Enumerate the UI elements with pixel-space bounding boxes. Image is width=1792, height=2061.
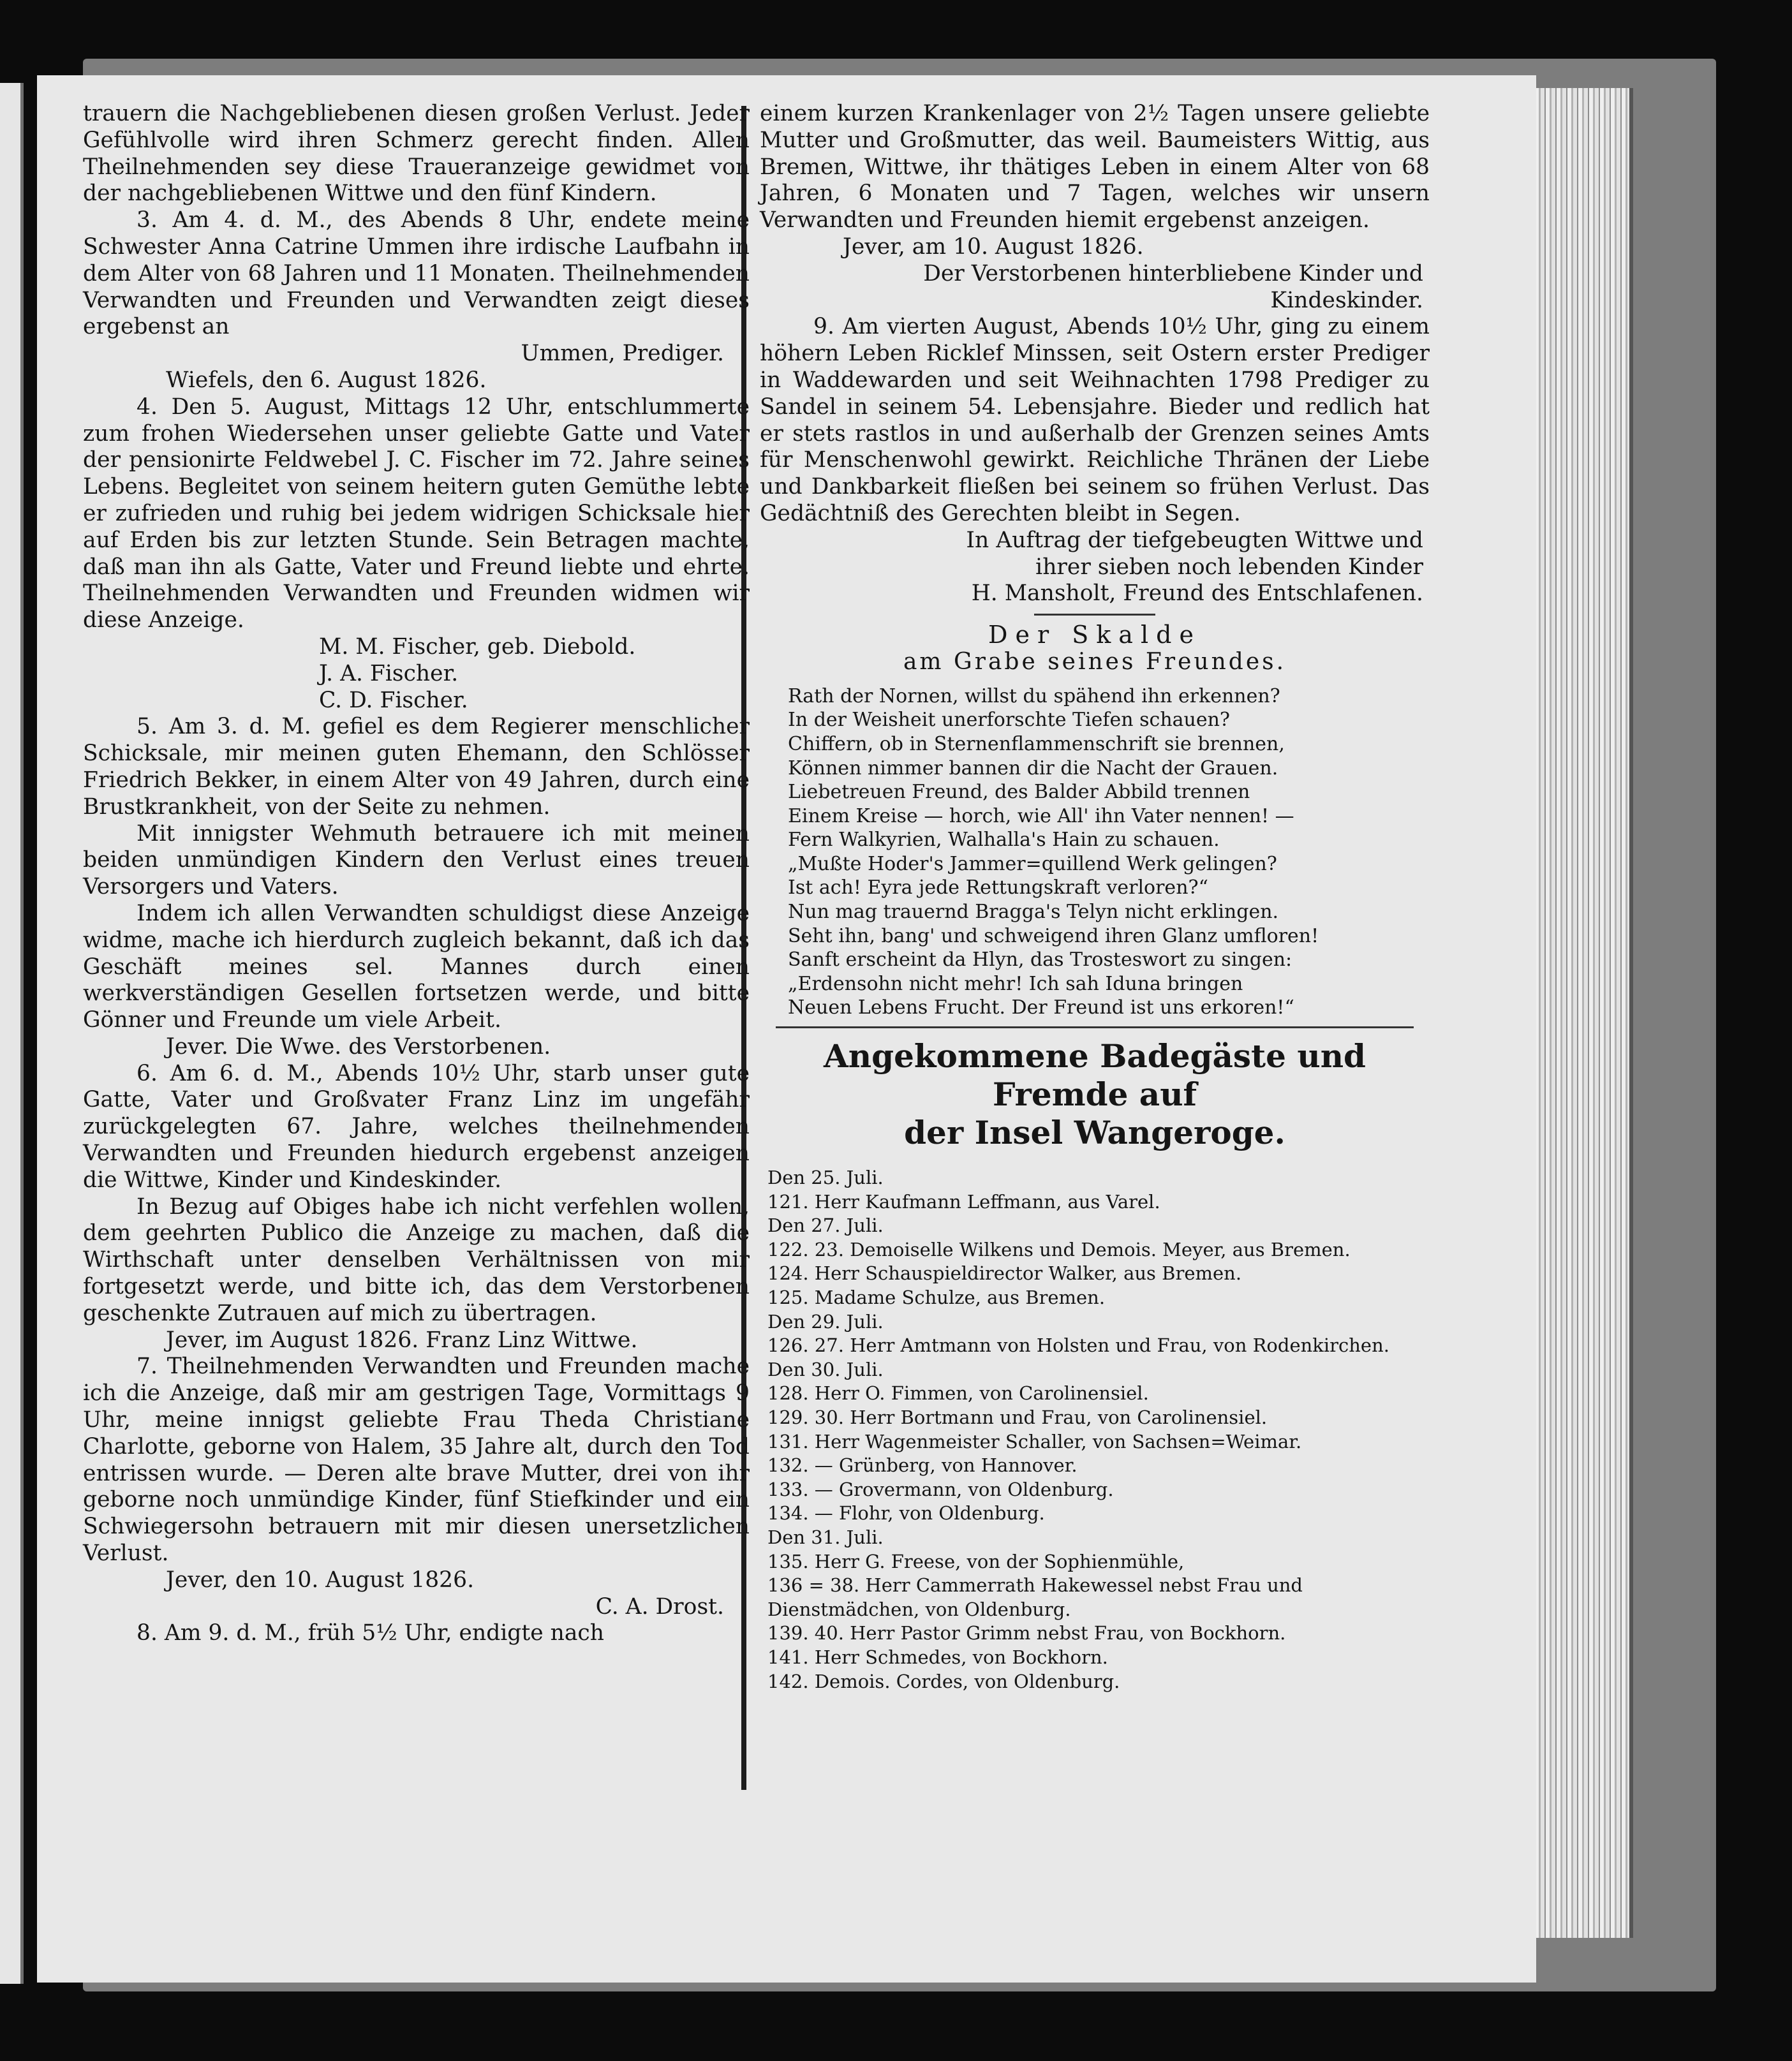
poem-subtitle: am Grabe seines Freundes. [903, 648, 1287, 675]
left-column [83, 101, 750, 1647]
notice-6-business: In Bezug auf Obiges habe ich nicht verfehlen wollen, dem geehrten Publico die Anzeige zu machen, daß die Wirthschaft unter denselben Verhältnissen von mir fortgesetzt werde, und bitte ich, das dem Verstorbenen geschenkte Zutrauen auf mich zu übertragen. [83, 1193, 750, 1326]
notice-4-signature: M. M. Fischer, geb. Diebold. J. A. Fischer. C. D. Fischer. [319, 633, 636, 713]
notice-3: 3. Am 4. d. M., des Abends 8 Uhr, endete meine Schwester Anna Catrine Ummen ihre irdische Laufbahn in dem Alter von 68 Jahren und 11 Monaten. Theilnehmenden Verwandten und Freunden und Verwandten zeigt dieses ergebenst an [83, 207, 750, 340]
notice-5-signature: Jever. Die Wwe. des Verstorbenen. [166, 1033, 551, 1060]
notice-continued: trauern die Nachgebliebenen diesen großen Verlust. Jeder Gefühlvolle wird ihren Schmerz gerecht finden. Allen Theilnehmenden sey diese Traueranzeige gewidmet von der nachgebliebenen Wittwe und den fünf Kindern. [83, 101, 750, 207]
notice-5-continued: Mit innigster Wehmuth betrauere ich mit meinen beiden unmündigen Kindern den Verlust eines treuen Versorgers und Vaters. [83, 820, 750, 900]
notice-7: 7. Theilnehmenden Verwandten und Freunden mache ich die Anzeige, daß mir am gestrigen Tage, Vormittags 9 Uhr, meine innigst geliebte Frau Theda Christiane Charlotte, geborne von Halem, 35 Jahre alt, durch den Tod entrissen wurde. — Deren alte brave Mutter, drei von ihr geborne noch unmündige Kinder, fünf Stiefkinder und ein Schwiegersohn betrauern mit mir diesen unersetzlichen Verlust. [83, 1354, 750, 1567]
right-column [760, 101, 1430, 1694]
page-stack-edge [1535, 88, 1633, 1938]
notice-7-signature: C. A. Drost. [595, 1593, 724, 1620]
notice-9-signature: In Auftrag der tiefgebeugten Wittwe und ihrer sieben noch lebenden Kinder H. Mansholt, Freund des Entschlafenen. [966, 527, 1423, 607]
poem-title: Der Skalde [988, 621, 1201, 649]
notice-8-start: 8. Am 9. d. M., früh 5½ Uhr, endigte nach [137, 1620, 604, 1646]
notice-4: 4. Den 5. August, Mittags 12 Uhr, entschlummerte zum frohen Wiedersehen unser geliebte Gatte und Vater der pensionirte Feldwebel J. C. Fischer im 72. Jahre seines Lebens. Begleitet von seinem heitern guten Gemüthe lebte er zufrieden und ruhig bei jedem widrigen Schicksale hier auf Erden bis zur letzten Stunde. Sein Betragen machte, daß man ihn als Gatte, Vater und Freund liebte und ehrte. Theilnehmenden Verwandten und Freunden widmen wir diese Anzeige. [83, 394, 750, 633]
notice-5-business: Indem ich allen Verwandten schuldigst diese Anzeige widme, mache ich hierdurch zugleich bekannt, daß ich das Geschäft meines sel. Mannes durch einen werkverständigen Gesellen fortsetzen werde, und bitte Gönner und Freunde um viele Arbeit. [83, 900, 750, 1033]
notice-3-signature: Ummen, Prediger. [521, 341, 724, 367]
poem-text: Rath der Nornen, willst du spähend ihn erkennen? In der Weisheit unerforschte Tiefen schauen? Chiffern, ob in Sternenflammenschrift sie brennen, Können nimmer bannen dir die Nacht der Grauen. Liebetreuen Freund, des Balder Abbild trennen Einem Kreise — horch, wie All' ihn Vater nennen! — Fern Walkyrien, Walhalla's Hain zu schauen. „Mußte Hoder's Jammer=quillend Werk gelingen? Ist ach! Eyra jede Rettungskraft verloren?“ Nun mag trauernd Bragga's Telyn nicht erklingen. Seht ihn, bang' und schweigend ihren Glanz umfloren! Sanft erscheint da Hlyn, das Trosteswort zu singen: „Erdensohn nicht mehr! Ich sah Iduna bringen Neuen Lebens Frucht. Der Freund ist uns erkoren!“ [788, 684, 1319, 1019]
notice-8-signature: Der Verstorbenen hinterbliebene Kinder und Kindeskinder. [923, 260, 1423, 313]
notice-3-place: Wiefels, den 6. August 1826. [166, 367, 487, 393]
notice-9: 9. Am vierten August, Abends 10½ Uhr, ging zu einem höhern Leben Ricklef Minssen, seit Ostern erster Prediger in Waddewarden und seit Weihnachten 1798 Prediger zu Sandel in seinem 54. Lebensjahre. Bieder und redlich hat er stets rastlos in und außerhalb der Grenzen seines Amts für Menschenwohl gewirkt. Reichliche Thränen der Liebe und Dankbarkeit fließen bei seinem so frühen Verlust. Das Gedächtniß des Gerechten bleibt in Segen. [760, 314, 1430, 526]
notice-6-signature: Jever, im August 1826. Franz Linz Wittwe. [166, 1327, 638, 1353]
previous-page-edge [0, 83, 24, 1984]
separator-rule-2 [776, 1026, 1414, 1028]
notice-8-continued: einem kurzen Krankenlager von 2½ Tagen unsere geliebte Mutter und Großmutter, das weil. Baumeisters Wittig, aus Bremen, Wittwe, ihr thätiges Leben in einem Alter von 68 Jahren, 6 Monaten und 7 Tagen, welches wir unsern Verwandten und Freunden hiemit ergebenst anzeigen. [760, 101, 1430, 233]
notice-8-place: Jever, am 10. August 1826. [843, 233, 1144, 260]
separator-rule [1034, 614, 1155, 616]
newspaper-page [37, 75, 1536, 1983]
guest-list: Den 25. Juli. 121. Herr Kaufmann Leffmann, aus Varel. Den 27. Juli. 122. 23. Demoiselle Wilkens und Demois. Meyer, aus Bremen. 124. Herr Schauspieldirector Walker, aus Bremen. 125. Madame Schulze, aus Bremen. Den 29. Juli. 126. 27. Herr Amtmann von Holsten und Frau, von Rodenkirchen. Den 30. Juli. 128. Herr O. Fimmen, von Carolinensiel. 129. 30. Herr Bortmann und Frau, von Carolinensiel. 131. Herr Wagenmeister Schaller, von Sachsen=Weimar. 132. — Grünberg, von Hannover. 133. — Grovermann, von Oldenburg. 134. — Flohr, von Oldenburg. Den 31. Juli. 135. Herr G. Freese, von der Sophienmühle, 136 = 38. Herr Cammerrath Hakewessel nebst Frau und Dienstmädchen, von Oldenburg. 139. 40. Herr Pastor Grimm nebst Frau, von Bockhorn. 141. Herr Schmedes, von Bockhorn. 142. Demois. Cordes, von Oldenburg. [767, 1167, 1389, 1692]
notice-7-place: Jever, den 10. August 1826. [166, 1567, 475, 1593]
guest-list-heading: Angekommene Badegäste und Fremde auf der Insel Wangeroge. [823, 1037, 1366, 1152]
notice-5: 5. Am 3. d. M. gefiel es dem Regierer menschlicher Schicksale, mir meinen guten Ehemann, den Schlösser Friedrich Bekker, in einem Alter von 49 Jahren, durch eine Brustkrankheit, von der Seite zu nehmen. [83, 714, 750, 820]
notice-6: 6. Am 6. d. M., Abends 10½ Uhr, starb unser gute Gatte, Vater und Großvater Franz Linz im ungefähr zurückgelegten 67. Jahre, welches theilnehmenden Verwandten und Freunden hiedurch ergebenst anzeigen die Wittwe, Kinder und Kindeskinder. [83, 1060, 750, 1193]
